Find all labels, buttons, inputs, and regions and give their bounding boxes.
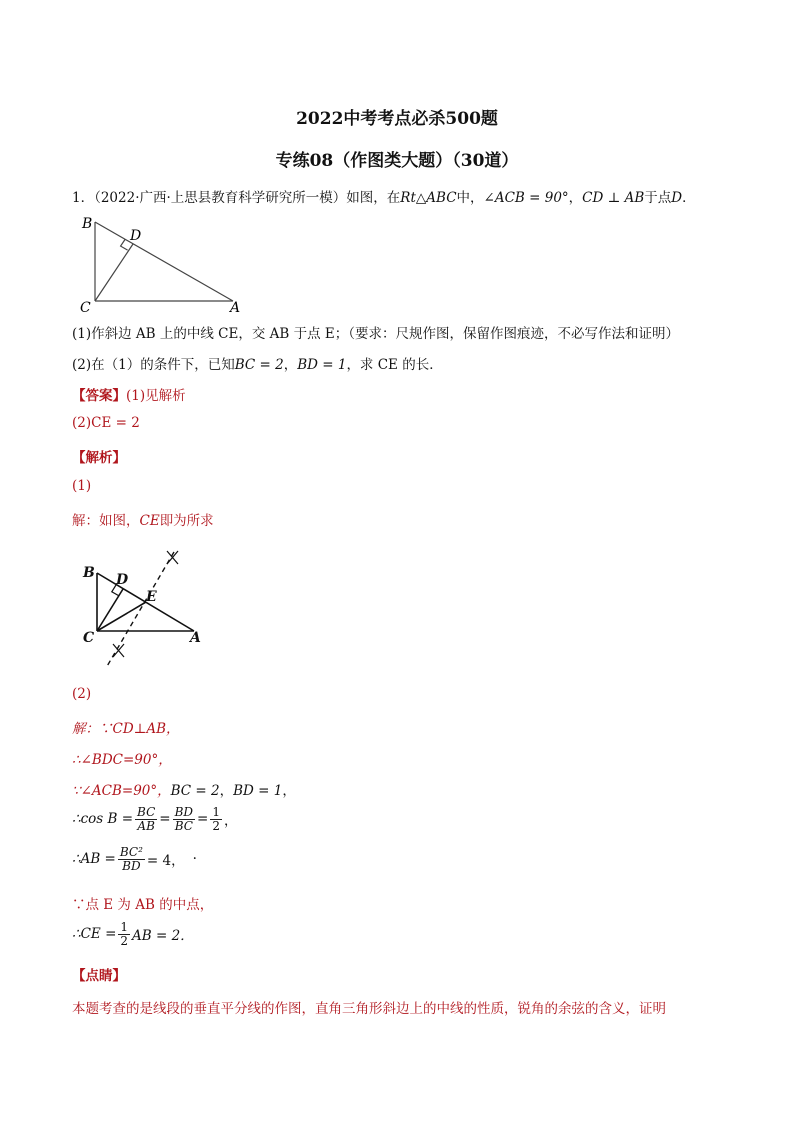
- answer-tag: 【答案】: [72, 388, 126, 404]
- median-ce: [97, 602, 146, 631]
- page-title: 2022中考考点必杀500题: [296, 109, 498, 129]
- answer-part2: (2)CE = 2: [72, 415, 140, 431]
- point-d: D: [671, 190, 683, 206]
- fraction-numerator: BD: [174, 805, 194, 819]
- question-sep: ，: [568, 190, 583, 206]
- figure-triangle-1: [72, 210, 262, 314]
- solution-step-1: 解：∵CD⊥AB，: [72, 721, 180, 737]
- question-source: （2022·广西·上思县教育科学研究所一模）: [94, 190, 347, 206]
- step3-angle: ∵∠ACB=90°，: [72, 783, 171, 799]
- angle-condition: ∠ACB = 90°: [483, 190, 569, 206]
- analysis-part1-text: [72, 509, 214, 529]
- label-c: C: [83, 630, 95, 646]
- solution-step-4: [72, 806, 237, 832]
- part2-suffix: ，求 CE 的长．: [346, 357, 443, 373]
- step4-eq2: =: [197, 811, 209, 828]
- p1-text: 解：如图，: [72, 513, 140, 529]
- side-ab: [95, 222, 233, 301]
- altitude-cd: [97, 589, 123, 631]
- fraction-denominator: 2: [120, 933, 129, 948]
- p1-text2: 即为所求: [159, 513, 214, 529]
- question-number: 1．: [72, 190, 95, 206]
- fraction-denominator: 2: [212, 818, 220, 833]
- step3-sep: ，: [219, 783, 234, 799]
- comment-text: 本题考查的是线段的垂直平分线的作图，直角三角形斜边上的中线的性质，锐角的余弦的含义，证明: [72, 1001, 666, 1017]
- label-b: B: [83, 565, 95, 581]
- solution-step-7: [72, 921, 194, 947]
- question-intro: 如图，在: [346, 190, 401, 206]
- step5-post: = 4，: [146, 853, 185, 870]
- step3-bc: BC = 2: [170, 783, 220, 799]
- fraction-one-half: [210, 806, 222, 832]
- figure-triangle-2: [76, 540, 216, 672]
- step7-post: AB = 2．: [132, 928, 194, 945]
- step4-eq: =: [159, 811, 171, 828]
- right-angle-mark: [121, 240, 128, 251]
- part2-prefix: (2)在（1）的条件下，已知: [72, 357, 235, 373]
- solution-step-5: [72, 846, 197, 872]
- perpendicular-bisector: [106, 552, 174, 668]
- page-subtitle: 专练08（作图类大题）（30道）: [275, 151, 519, 171]
- solution-step-6: ∵点 E 为 AB 的中点，: [72, 897, 214, 913]
- label-b: B: [82, 216, 93, 232]
- step4-prefix: ∴cos B =: [72, 811, 134, 828]
- label-c: C: [80, 300, 91, 314]
- perp-condition: CD ⊥ AB: [582, 190, 645, 206]
- question-part1: (1)作斜边 AB 上的中线 CE，交 AB 于点 E；（要求：尺规作图，保留作图痕迹，不必写作法和证明）: [72, 326, 679, 342]
- part2-bc: BC = 2: [234, 357, 284, 373]
- fraction-denominator: BD: [122, 858, 141, 873]
- fraction-denominator: AB: [137, 818, 155, 833]
- question-mid: 中，: [456, 190, 484, 206]
- step3-bd: BD = 1: [233, 783, 283, 799]
- analysis-part2-label: (2): [72, 686, 92, 702]
- label-a: A: [230, 300, 241, 314]
- step7-prefix: ∴CE =: [72, 926, 117, 943]
- fraction-bc2-bd: [118, 846, 145, 872]
- question-end: 于点: [644, 190, 672, 206]
- altitude-cd: [95, 244, 133, 301]
- analysis-part1-label: (1): [72, 478, 92, 494]
- step3-end: ，: [282, 783, 296, 799]
- fraction-numerator: BC²: [119, 845, 143, 859]
- part2-sep: ，: [283, 357, 298, 373]
- answer-part1: (1)见解析: [126, 388, 186, 404]
- triangle-name: Rt△ABC: [400, 190, 457, 206]
- p1-ce: CE: [139, 513, 160, 529]
- analysis-tag: 【解析】: [72, 450, 126, 466]
- fraction-numerator: BC: [137, 805, 156, 819]
- question-part2: [72, 353, 443, 373]
- solution-step-3: [72, 779, 296, 799]
- question-stem: [72, 186, 696, 206]
- label-d: D: [130, 228, 142, 244]
- step5-prefix: ∴AB =: [72, 851, 116, 868]
- step4-end: ，: [223, 813, 238, 830]
- label-e: E: [146, 589, 157, 605]
- label-a: A: [190, 630, 201, 646]
- fraction-bc-ab: [135, 806, 157, 832]
- question-period: ．: [682, 190, 696, 206]
- fraction-one-half-2: [118, 921, 130, 947]
- fraction-denominator: BC: [174, 818, 193, 833]
- label-d: D: [116, 572, 129, 588]
- fraction-bd-bc: [173, 806, 195, 832]
- fraction-numerator: 1: [120, 920, 129, 934]
- step5-dot: ·: [192, 851, 197, 868]
- solution-step-2: ∴∠BDC=90°，: [72, 752, 172, 768]
- answer-line: [72, 384, 186, 404]
- comment-tag: 【点睛】: [72, 968, 126, 984]
- fraction-numerator: 1: [212, 805, 220, 819]
- part2-bd: BD = 1: [297, 357, 347, 373]
